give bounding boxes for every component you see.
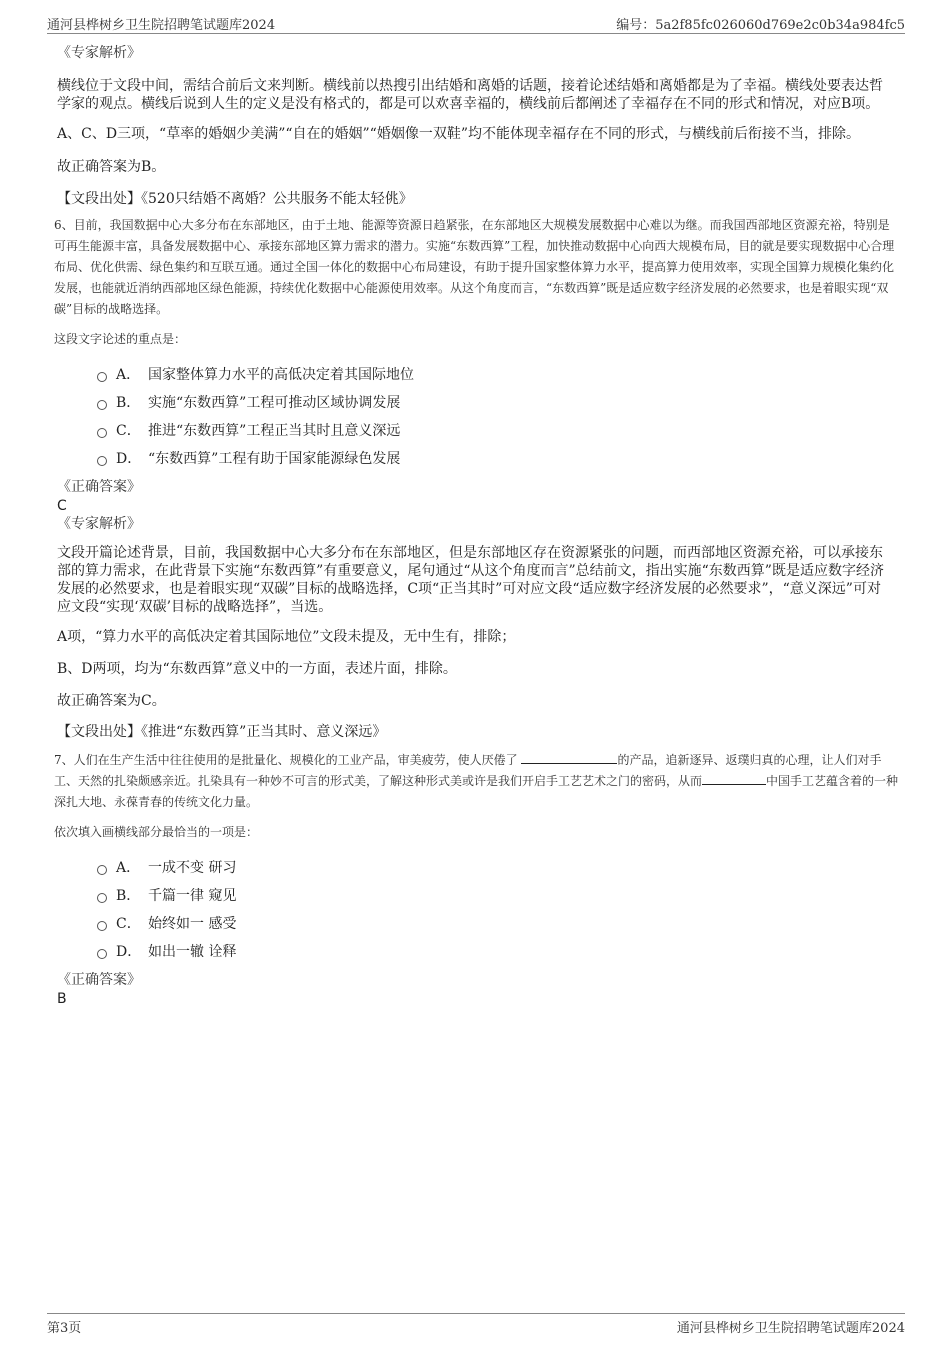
q6-option-b[interactable]: B． 实施“东数西算”工程可推动区域协调发展 — [97, 388, 905, 416]
fill-blank-2 — [702, 772, 766, 785]
q6-option-d[interactable]: D． “东数西算”工程有助于国家能源绿色发展 — [97, 444, 905, 472]
q7-option-b[interactable]: B． 千篇一律 窥见 — [97, 881, 905, 909]
q5-analysis-p2: A、C、D三项，“草率的婚姻少美满”“自在的婚姻”“婚姻像一双鞋”均不能体现幸福存在不同的形式，与横线前后衔接不当，排除。 — [57, 126, 860, 142]
fill-blank-1 — [521, 751, 617, 764]
q7-options — [97, 853, 905, 965]
q6-analysis-label: 《专家解析》 — [57, 516, 141, 532]
radio-button-icon[interactable] — [97, 428, 107, 438]
radio-button-icon[interactable] — [97, 400, 107, 410]
q5-analysis-p3: 故正确答案为B。 — [57, 159, 166, 175]
page-footer — [47, 1313, 905, 1336]
q5-analysis-label: 《专家解析》 — [57, 45, 141, 61]
q7-answer-label: 《正确答案》 — [57, 972, 141, 988]
q6-answer: C — [57, 498, 67, 514]
radio-button-icon[interactable] — [97, 865, 107, 875]
q5-source: 【文段出处】《520只结婚不离婚？公共服务不能太轻佻》 — [57, 191, 413, 207]
header-serial: 编号：5a2f85fc026060d769e2c0b34a984fc5 — [616, 18, 905, 33]
q6-analysis-p2: A项，“算力水平的高低决定着其国际地位”文段未提及，无中生有，排除； — [57, 629, 516, 645]
page-header — [47, 14, 905, 34]
q7-option-c[interactable]: C． 始终如一 感受 — [97, 909, 905, 937]
q6-answer-label: 《正确答案》 — [57, 479, 141, 495]
q7-question-text: 7、人们在生产生活中往往使用的是批量化、规模化的工业产品，审美疲劳，使人厌倦了 的产品，追新逐异、返璞归真的心理，让人们对手工、天然的扎染颇感亲近。扎染具有一种妙不可言的形式美，了解这种形式美或许是我们开启手工艺艺术之门的密码，从而 中国手工艺蕴含着的一种深扎大地、永葆青春的传统文化力量。 — [54, 753, 899, 809]
footer-title: 通河县桦树乡卫生院招聘笔试题库2024 — [676, 1321, 905, 1336]
q6-source: 【文段出处】《推进“东数西算”正当其时、意义深远》 — [57, 724, 387, 740]
radio-button-icon[interactable] — [97, 456, 107, 466]
radio-button-icon[interactable] — [97, 372, 107, 382]
radio-button-icon[interactable] — [97, 949, 107, 959]
q7-option-d[interactable]: D． 如出一辙 诠释 — [97, 937, 905, 965]
q6-option-a[interactable]: A． 国家整体算力水平的高低决定着其国际地位 — [97, 360, 905, 388]
q7-prompt: 依次填入画横线部分最恰当的一项是： — [54, 825, 259, 839]
footer-page-number: 第3页 — [47, 1321, 82, 1336]
q6-analysis-p4: 故正确答案为C。 — [57, 693, 166, 709]
q6-analysis-p3: B、D两项，均为“东数西算”意义中的一方面，表述片面，排除。 — [57, 661, 457, 677]
q6-options — [97, 360, 905, 472]
q6-option-c[interactable]: C． 推进“东数西算”工程正当其时且意义深远 — [97, 416, 905, 444]
radio-button-icon[interactable] — [97, 893, 107, 903]
q7-option-a[interactable]: A． 一成不变 研习 — [97, 853, 905, 881]
q7-answer: B — [57, 991, 67, 1007]
q6-prompt: 这段文字论述的重点是： — [54, 332, 187, 346]
q6-analysis-p1: 文段开篇论述背景，目前，我国数据中心大多分布在东部地区，但是东部地区存在资源紧张的问题，而西部地区资源充裕，可以承接东部的算力需求，在此背景下实施“东数西算”有重要意义，尾句通过“从这个角度而言”总结前文，指出实施“东数西算”既是适应数字经济发展的必然要求，也是着眼实现“双碳”目标的战略选择，C项“正当其时”可对应文段“适应数字经济发展的必然要求”，“意义深远”可对应文段“实现‘双碳’目标的战略选择”，当选。 — [57, 545, 884, 615]
radio-button-icon[interactable] — [97, 921, 107, 931]
q5-analysis-p1: 横线位于文段中间，需结合前后文来判断。横线前以热搜引出结婚和离婚的话题，接着论述结婚和离婚都是为了幸福。横线处要表达哲学家的观点。横线后说到人生的定义是没有格式的，都是可以欢喜幸福的，横线前后都阐述了幸福存在不同的形式和情况，对应B项。 — [57, 78, 883, 112]
page-content — [47, 44, 905, 1008]
header-title: 通河县桦树乡卫生院招聘笔试题库2024 — [47, 18, 276, 33]
q6-question-text: 6、目前，我国数据中心大多分布在东部地区，由于土地、能源等资源日趋紧张，在东部地区大规模发展数据中心难以为继。而我国西部地区资源充裕，特别是可再生能源丰富，具备发展数据中心、承接东部地区算力需求的潜力。实施“东数西算”工程，加快推动数据中心向西大规模布局，目的就是要实现数据中心合理布局、优化供需、绿色集约和互联互通。通过全国一体化的数据中心布局建设，有助于提升国家整体算力水平，提高算力使用效率，实现全国算力规模化集约化发展，也能就近消纳西部地区绿色能源，持续优化数据中心能源使用效率。从这个角度而言，“东数西算”既是适应数字经济发展的必然要求，也是着眼实现“双碳”目标的战略选择。 — [54, 218, 895, 316]
